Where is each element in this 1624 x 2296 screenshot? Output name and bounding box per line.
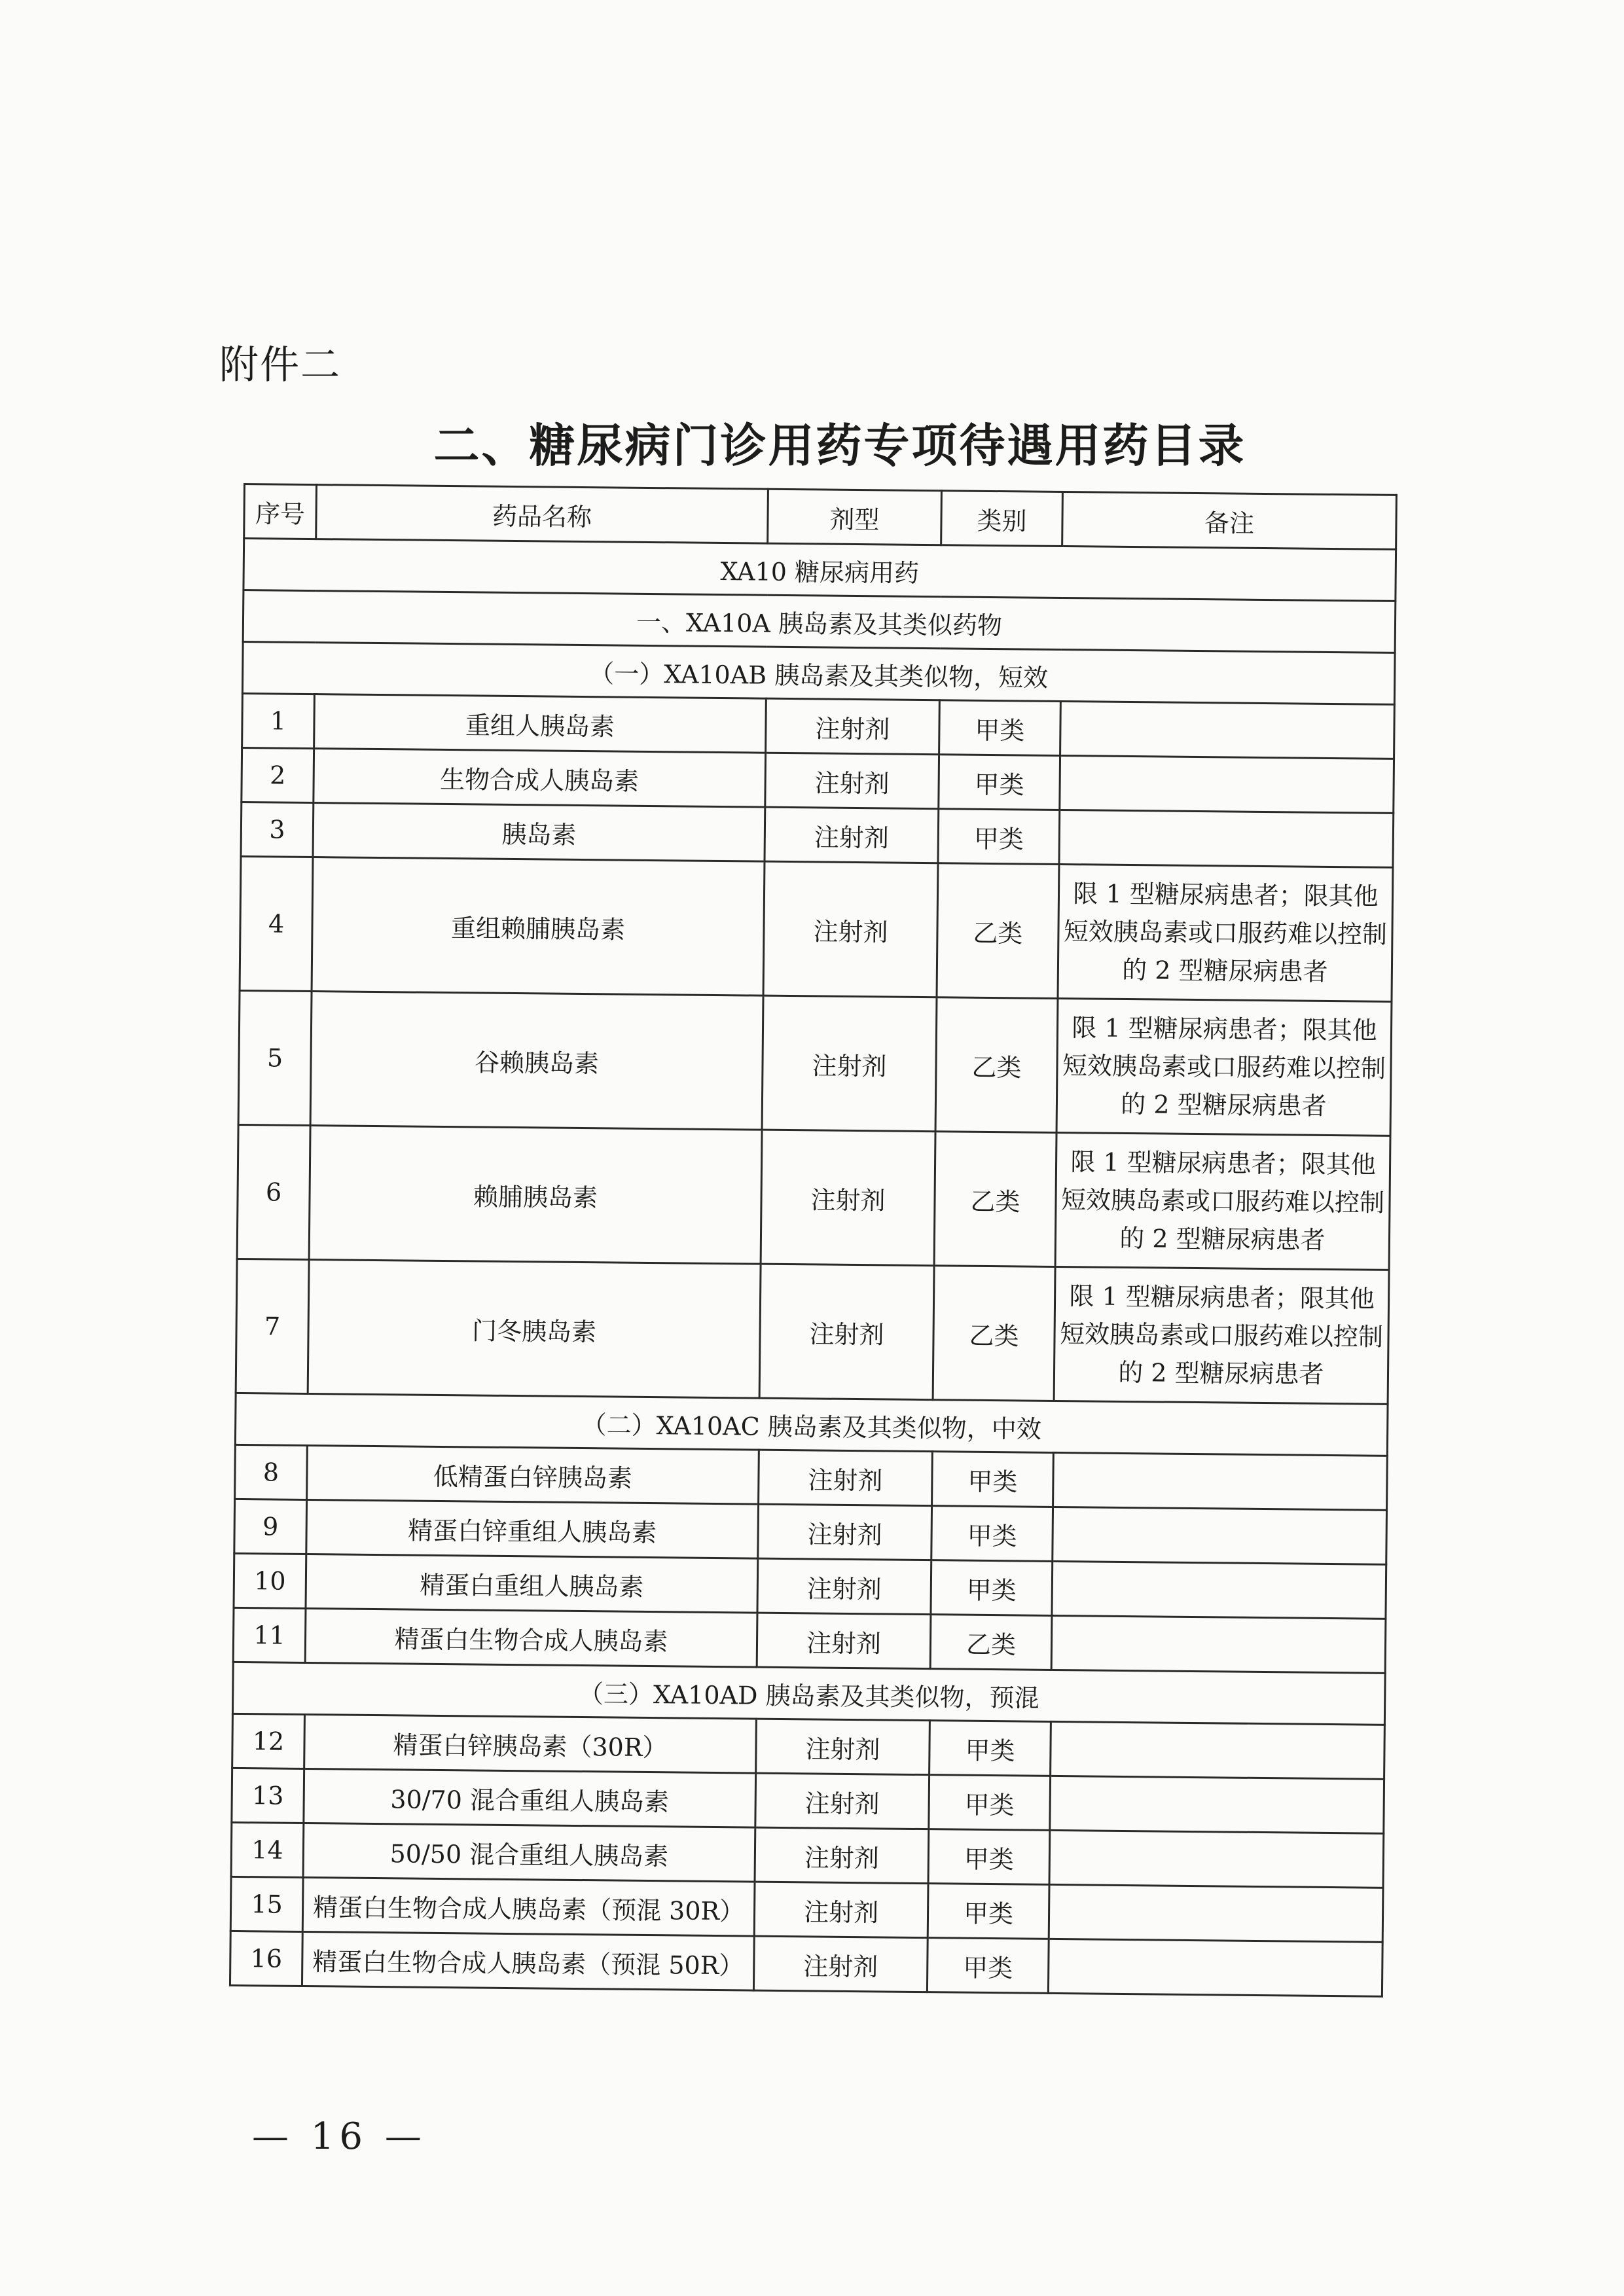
remark-cell: 限 1 型糖尿病患者；限其他短效胰岛素或口服药难以控制的 2 型糖尿病患者 xyxy=(1054,1266,1389,1404)
category-cell: 甲类 xyxy=(932,1452,1054,1507)
drug-name-cell: 门冬胰岛素 xyxy=(308,1260,761,1399)
category-cell: 甲类 xyxy=(928,1829,1050,1885)
table-row xyxy=(238,990,1392,1136)
category-cell: 甲类 xyxy=(931,1506,1053,1562)
drug-name-cell: 50/50 混合重组人胰岛素 xyxy=(303,1823,755,1882)
dosage-form-cell: 注射剂 xyxy=(753,1936,928,1992)
dosage-form-cell: 注射剂 xyxy=(763,861,938,997)
remark-cell xyxy=(1051,1721,1385,1779)
category-cell: 甲类 xyxy=(939,700,1061,756)
header-category: 类别 xyxy=(941,491,1063,547)
category-cell: 乙类 xyxy=(934,1132,1056,1267)
category-cell: 甲类 xyxy=(939,755,1060,810)
dosage-form-cell: 注射剂 xyxy=(765,753,939,809)
dosage-form-cell: 注射剂 xyxy=(756,1719,930,1775)
category-cell: 乙类 xyxy=(937,863,1059,999)
dosage-form-cell: 注射剂 xyxy=(762,996,937,1132)
drug-name-cell: 赖脯胰岛素 xyxy=(309,1126,762,1265)
seq-cell: 11 xyxy=(233,1607,306,1662)
remark-cell xyxy=(1052,1561,1386,1619)
category-cell: 乙类 xyxy=(930,1615,1052,1670)
remark-cell xyxy=(1049,1884,1383,1942)
drug-name-cell: 精蛋白锌胰岛素（30R） xyxy=(304,1714,757,1773)
table-row xyxy=(240,856,1393,1001)
remark-cell xyxy=(1060,755,1394,813)
seq-cell: 13 xyxy=(232,1768,304,1823)
drug-name-cell: 重组人胰岛素 xyxy=(314,694,767,753)
drug-name-cell: 低精蛋白锌胰岛素 xyxy=(307,1446,759,1505)
drug-name-cell: 精蛋白重组人胰岛素 xyxy=(306,1554,758,1613)
dosage-form-cell: 注射剂 xyxy=(765,807,939,863)
drug-name-cell: 精蛋白生物合成人胰岛素 xyxy=(305,1608,757,1667)
drug-name-cell: 生物合成人胰岛素 xyxy=(314,749,766,808)
category-cell: 甲类 xyxy=(929,1775,1051,1831)
header-dosage-form: 剂型 xyxy=(768,489,942,545)
category-cell: 乙类 xyxy=(935,997,1058,1133)
seq-cell: 3 xyxy=(241,802,314,857)
drug-name-cell: 30/70 混合重组人胰岛素 xyxy=(304,1768,756,1827)
dosage-form-cell: 注射剂 xyxy=(759,1450,933,1506)
remark-cell xyxy=(1053,1452,1388,1510)
seq-cell: 8 xyxy=(235,1444,308,1499)
remark-cell xyxy=(1050,1776,1384,1833)
remark-cell xyxy=(1048,1939,1382,1996)
remark-cell: 限 1 型糖尿病患者；限其他短效胰岛素或口服药难以控制的 2 型糖尿病患者 xyxy=(1056,998,1392,1136)
remark-cell xyxy=(1051,1615,1386,1673)
dosage-form-cell: 注射剂 xyxy=(755,1827,929,1884)
page-title: 二、糖尿病门诊用药专项待遇用药目录 xyxy=(433,419,1246,473)
category-cell: 甲类 xyxy=(928,1884,1049,1939)
remark-cell: 限 1 型糖尿病患者；限其他短效胰岛素或口服药难以控制的 2 型糖尿病患者 xyxy=(1055,1132,1390,1270)
remark-cell xyxy=(1049,1830,1384,1888)
seq-cell: 9 xyxy=(234,1499,307,1554)
drug-list-table xyxy=(229,483,1398,1998)
seq-cell: 7 xyxy=(236,1259,309,1393)
category-cell: 甲类 xyxy=(927,1938,1049,1994)
remark-cell: 限 1 型糖尿病患者；限其他短效胰岛素或口服药难以控制的 2 型糖尿病患者 xyxy=(1058,864,1393,1001)
drug-name-cell: 精蛋白生物合成人胰岛素（预混 30R） xyxy=(302,1877,755,1936)
dosage-form-cell: 注射剂 xyxy=(757,1558,931,1615)
table-row xyxy=(236,1259,1389,1404)
header-remark: 备注 xyxy=(1062,492,1397,550)
dosage-form-cell: 注射剂 xyxy=(758,1504,932,1560)
drug-name-cell: 重组赖脯胰岛素 xyxy=(312,857,765,996)
drug-name-cell: 胰岛素 xyxy=(313,803,765,862)
dosage-form-cell: 注射剂 xyxy=(759,1264,934,1400)
group-title: （三）XA10AD 胰岛素及其类似物，预混 xyxy=(232,1662,1385,1725)
remark-cell xyxy=(1060,701,1395,759)
dosage-form-cell: 注射剂 xyxy=(755,1773,929,1829)
page-number: — 16 — xyxy=(252,2115,427,2158)
group-title: （二）XA10AC 胰岛素及其类似物，中效 xyxy=(235,1393,1388,1456)
category-cell: 甲类 xyxy=(931,1560,1053,1616)
table-row xyxy=(230,1931,1382,1996)
category-cell: 甲类 xyxy=(929,1721,1051,1776)
category-title: XA10 糖尿病用药 xyxy=(244,539,1396,601)
seq-cell: 10 xyxy=(234,1553,306,1608)
subcategory-title: 一、XA10A 胰岛素及其类似药物 xyxy=(243,590,1396,653)
seq-cell: 14 xyxy=(231,1822,304,1877)
dosage-form-cell: 注射剂 xyxy=(757,1613,931,1669)
attachment-label: 附件二 xyxy=(219,342,341,388)
remark-cell xyxy=(1053,1507,1387,1564)
drug-name-cell: 精蛋白锌重组人胰岛素 xyxy=(306,1499,759,1558)
seq-cell: 12 xyxy=(232,1713,305,1768)
seq-cell: 6 xyxy=(237,1124,310,1259)
header-seq: 序号 xyxy=(244,484,317,539)
remark-cell xyxy=(1059,810,1394,867)
dosage-form-cell: 注射剂 xyxy=(761,1130,935,1266)
dosage-form-cell: 注射剂 xyxy=(754,1882,928,1938)
drug-name-cell: 精蛋白生物合成人胰岛素（预混 50R） xyxy=(302,1931,754,1990)
seq-cell: 4 xyxy=(240,856,313,991)
seq-cell: 5 xyxy=(238,990,312,1125)
category-cell: 甲类 xyxy=(938,809,1060,865)
dosage-form-cell: 注射剂 xyxy=(766,698,940,755)
group-title: （一）XA10AB 胰岛素及其类似物，短效 xyxy=(242,642,1395,705)
seq-cell: 16 xyxy=(230,1931,302,1986)
category-cell: 乙类 xyxy=(933,1266,1055,1401)
seq-cell: 1 xyxy=(242,693,315,748)
seq-cell: 2 xyxy=(242,747,314,802)
seq-cell: 15 xyxy=(230,1876,303,1931)
table-row xyxy=(237,1124,1390,1270)
header-drug-name: 药品名称 xyxy=(316,485,768,544)
drug-name-cell: 谷赖胰岛素 xyxy=(310,992,763,1130)
